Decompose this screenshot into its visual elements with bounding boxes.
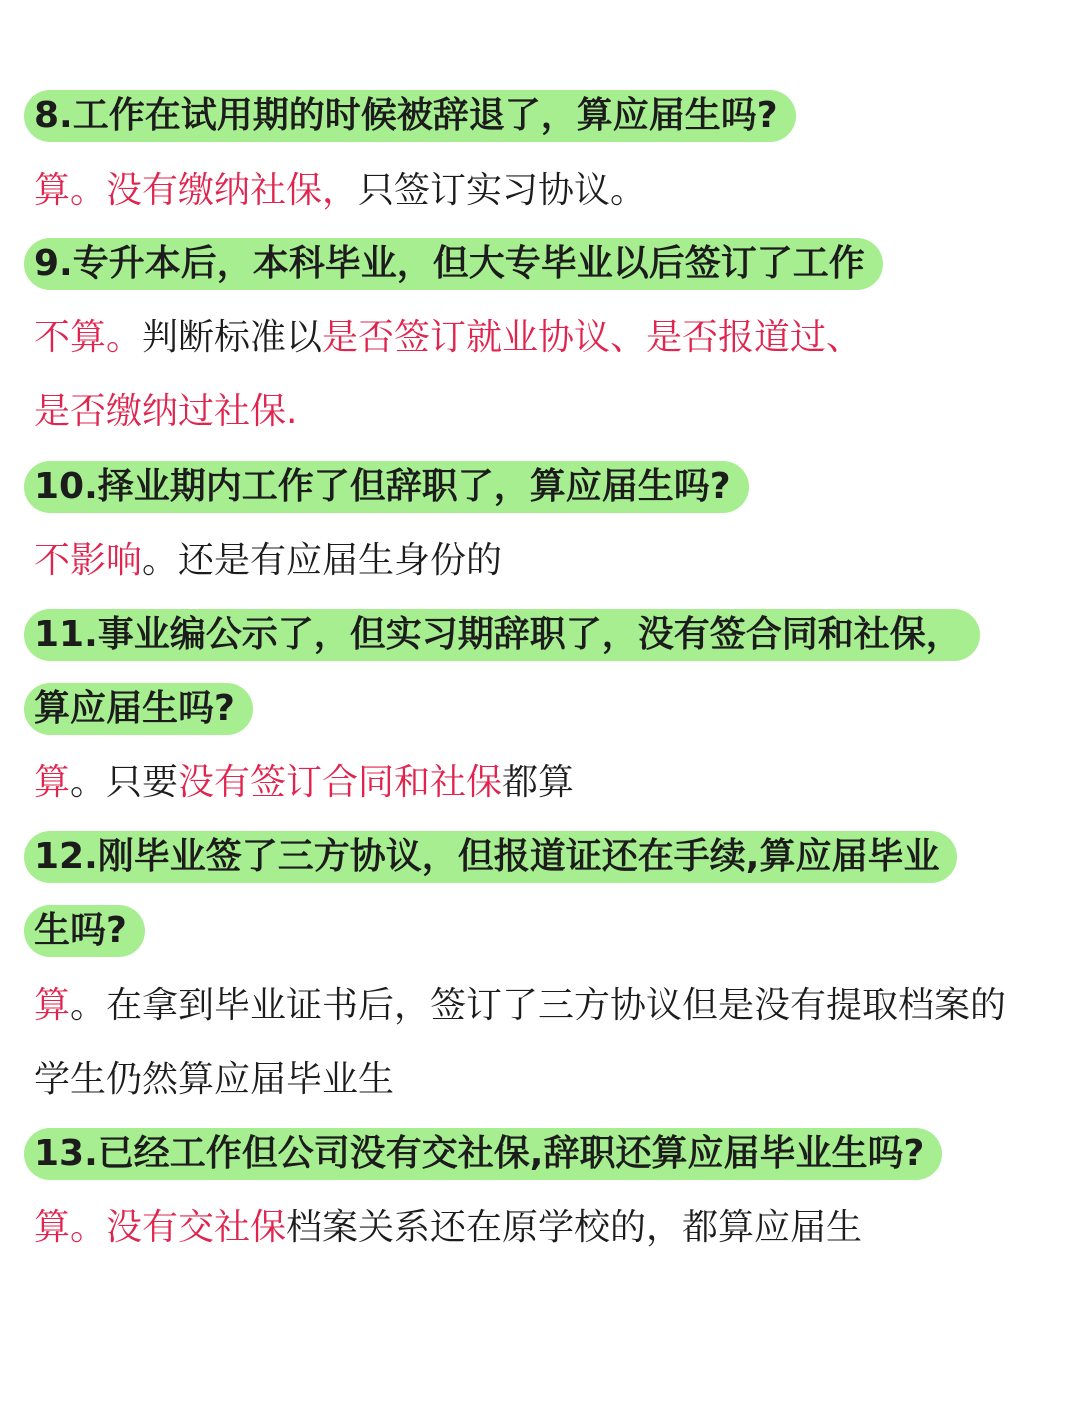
question-11-line-2 <box>34 683 253 735</box>
answer-segment: 不算。 <box>34 317 143 358</box>
answer-11 <box>34 757 574 809</box>
answer-segment: 档案关系还在原学校的，都算应届生 <box>286 1207 863 1248</box>
question-12-line-2 <box>34 905 145 957</box>
answer-12-line-1 <box>34 980 1006 1032</box>
question-highlight: 13.已经工作但公司没有交社保,辞职还算应届毕业生吗? <box>24 1128 942 1180</box>
answer-segment: 是否缴纳过社保. <box>34 391 298 432</box>
answer-segment: 算 <box>34 985 71 1026</box>
answer-segment: 算。没有交社保 <box>34 1207 287 1248</box>
answer-10 <box>34 535 502 587</box>
question-highlight: 生吗? <box>24 905 145 957</box>
question-highlight: 11.事业编公示了，但实习期辞职了，没有签合同和社保， <box>24 609 980 661</box>
question-10 <box>34 461 749 513</box>
answer-segment: 。只要 <box>70 762 179 803</box>
answer-12-line-2 <box>34 1054 394 1106</box>
question-11-line-1 <box>34 609 980 661</box>
answer-segment: 判断标准以 <box>142 317 323 358</box>
question-highlight: 算应届生吗? <box>24 683 253 735</box>
answer-segment: 。还是有应届生身份的 <box>142 540 503 581</box>
answer-segment: 不影响 <box>34 540 143 581</box>
answer-13 <box>34 1202 862 1254</box>
question-13 <box>34 1128 942 1180</box>
question-8 <box>34 90 796 142</box>
question-highlight: 10.择业期内工作了但辞职了，算应届生吗? <box>24 461 749 513</box>
answer-9-line-1 <box>34 312 862 364</box>
answer-segment: 是否签订就业协议、是否报道过、 <box>322 317 863 358</box>
question-highlight: 12.刚毕业签了三方协议，但报道证还在手续,算应届毕业 <box>24 831 957 883</box>
question-highlight: 9.专升本后，本科毕业，但大专毕业以后签订了工作 <box>24 238 883 290</box>
answer-segment: 只签订实习协议。 <box>358 170 647 211</box>
answer-segment: 没有签订合同和社保 <box>178 762 503 803</box>
answer-segment: 都算 <box>502 762 575 803</box>
question-9 <box>34 238 883 290</box>
answer-9-line-2 <box>34 386 297 438</box>
answer-segment: 算。没有缴纳社保， <box>34 170 359 211</box>
answer-segment: 学生仍然算应届毕业生 <box>34 1059 395 1100</box>
answer-segment: 算 <box>34 762 71 803</box>
answer-segment: 。在拿到毕业证书后，签订了三方协议但是没有提取档案的 <box>70 985 1007 1026</box>
answer-8 <box>34 165 646 217</box>
question-highlight: 8.工作在试用期的时候被辞退了，算应届生吗? <box>24 90 796 142</box>
question-12-line-1 <box>34 831 957 883</box>
